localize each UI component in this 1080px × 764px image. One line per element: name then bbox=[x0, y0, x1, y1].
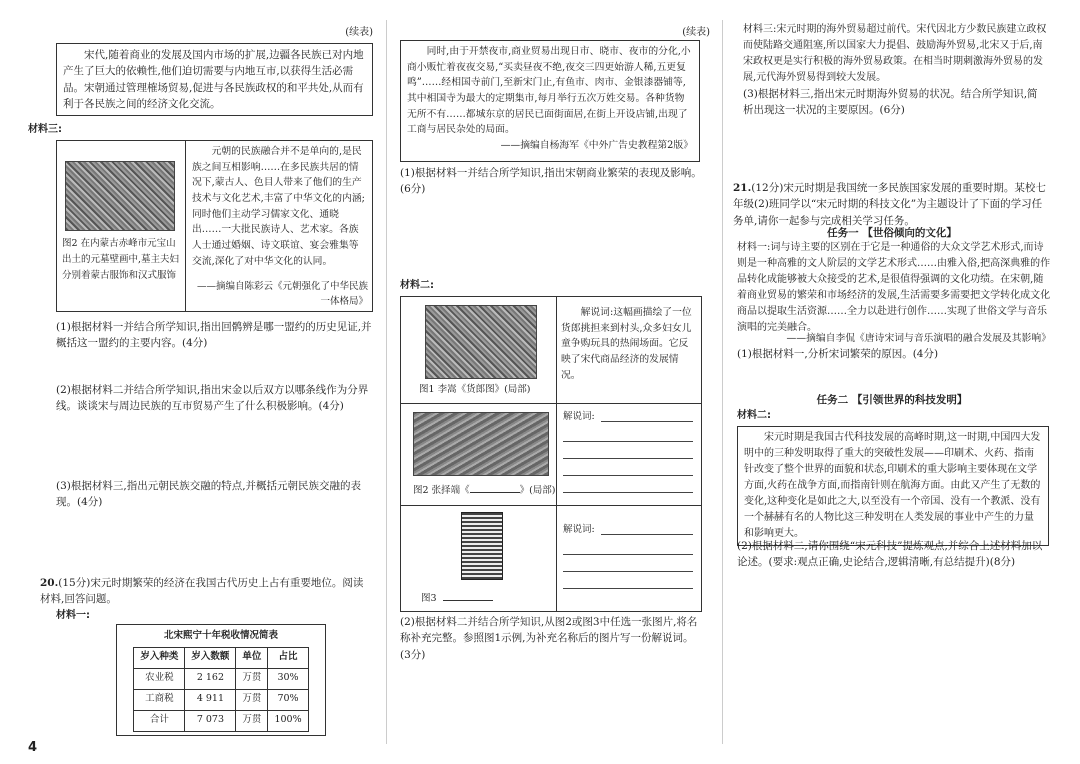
material-source: ——摘编自杨海军《中外广告史教程第2版》 bbox=[500, 140, 693, 152]
material-text: 同时,由于开禁夜市,商业贸易出现日市、晓市、夜市的分化,小商小贩忙着夜夜交易,“买卖昼夜不绝,夜交三四更始游人稀,五更复鸣”……经相国寺前门,至新宋门止,有鱼市、肉市、金银漆器铺等,其中相国寺为最大的定期集市,每月举行五次万姓交易。各种货物无所不有……都城东京的居民已面街面居,在街上开设店铺,出现了工商与居民杂处的局面。 bbox=[407, 46, 691, 136]
figure-3-desc-label: 解说词: bbox=[563, 524, 595, 535]
question-19-3: (3)根据材料三,指出元朝民族交融的特点,并概括元朝民族交融的表现。(4分) bbox=[56, 480, 362, 509]
table-row bbox=[134, 689, 308, 710]
table-header-row bbox=[134, 647, 308, 668]
table-cell: 100% bbox=[268, 710, 308, 731]
table-header: 岁入数额 bbox=[185, 647, 236, 668]
huolang-painting-image bbox=[425, 305, 537, 379]
left-column bbox=[28, 0, 373, 764]
material-3-label: 材料三: bbox=[28, 124, 62, 135]
figure-3-answer-area[interactable] bbox=[563, 523, 693, 589]
figure-2-answer-area[interactable] bbox=[563, 410, 693, 493]
column-divider bbox=[722, 20, 723, 744]
table-cell: 农业税 bbox=[134, 668, 185, 689]
table-cell: 万贯 bbox=[236, 710, 268, 731]
table-cell: 4 911 bbox=[185, 689, 236, 710]
table-row bbox=[134, 710, 308, 731]
question-20-3: (3)根据材料三,指出宋元时期海外贸易的状况。结合所学知识,简析出现这一状况的主要原因。(6分) bbox=[743, 88, 1038, 117]
figure-3-caption: 图3 bbox=[421, 591, 493, 607]
tomb-mural-image bbox=[65, 161, 175, 231]
continued-label: (续表) bbox=[345, 27, 373, 38]
page-number: 4 bbox=[28, 740, 38, 755]
material-1-text: 材料一:词与诗主要的区别在于它是一种通俗的大众文学艺术形式,而诗则是一种高雅的文人阶层的文学艺术形式……由雅入俗,把高深典雅的作品转化成能够被大众接受的艺术,是很值得强调的文化功绩。在宋朝,随着商业贸易的繁荣和市场经济的发展,生活需要多需要把文学转化成文化商品以提取生活资源……全力以赴进行创作……实现了世俗文学与音乐演唱的完美融合。 bbox=[737, 242, 1051, 333]
figure-3-name-blank[interactable] bbox=[443, 591, 493, 601]
material-1-source: ——摘编自李侃《唐诗宋词与音乐演唱的融合发展及其影响》 bbox=[786, 333, 1051, 344]
material-3-box bbox=[56, 140, 373, 312]
task-1-title: 任务一 【世俗倾向的文化】 bbox=[827, 227, 957, 239]
task-2-title: 任务二 【引领世界的科技发明】 bbox=[816, 394, 968, 406]
qingming-painting-image bbox=[413, 412, 549, 476]
column-divider bbox=[386, 20, 387, 744]
question-21-stem bbox=[733, 180, 1051, 229]
figure-caption: 图2 在内蒙古赤峰市元宝山出土的元墓壁画中,墓主夫妇分别着蒙古服饰和汉式服饰 bbox=[62, 238, 180, 282]
table-header: 单位 bbox=[236, 647, 268, 668]
table-cell: 30% bbox=[268, 668, 308, 689]
material-box: 宋代,随着商业的发展及国内市场的扩展,边疆各民族已对内地产生了巨大的依赖性,他们迫切需要与内地互市,以获得生活必需品。宋朝通过管理榷场贸易,促进与各民族政权的和平共处,从而有利于各民族之间的经济文化交流。 bbox=[56, 43, 373, 116]
table-cell: 70% bbox=[268, 689, 308, 710]
material-box bbox=[400, 40, 700, 162]
material-2-label: 材料二: bbox=[737, 410, 771, 421]
question-20-text: (15分)宋元时期繁荣的经济在我国古代历史上占有重要地位。阅读材料,回答问题。 bbox=[40, 577, 364, 606]
table-cell: 合计 bbox=[134, 710, 185, 731]
table-cell: 万贯 bbox=[236, 668, 268, 689]
figure-2-desc-label: 解说词: bbox=[563, 411, 595, 422]
question-20-stem bbox=[40, 575, 373, 608]
question-21-2: (2)根据材料二,请你围绕“宋元科技”提炼观点,并综合上述材料加以论述。(要求:观点正确,史论结合,逻辑清晰,有总结提升)(8分) bbox=[737, 540, 1043, 569]
figure-2-caption: 图2 张择端《 》(局部) bbox=[413, 485, 556, 496]
continued-label: (续表) bbox=[682, 27, 710, 38]
question-21-1: (1)根据材料一,分析宋词繁荣的原因。(4分) bbox=[737, 348, 939, 360]
material-3-text: 元朝的民族融合并不是单向的,是民族之间互相影响……在多民族共居的情况下,蒙古人、色目人带来了他们的生产技术与文化艺术,丰富了中华文化的内涵;同时他们主动学习儒家文化、通晓出……一大批民族诗人、艺术家。各族人士通过婚姻、诗文联谊、宴会雅集等交流,深化了对中华文化的认同。 bbox=[192, 146, 365, 267]
question-21-text: (12分)宋元时期是我国统一多民族国家发展的重要时期。某校七年级(2)班同学以“宋元时期的科技文化”为主题设计了下面的学习任务单,请你一起参与完成相关学习任务。 bbox=[733, 182, 1046, 227]
box-divider bbox=[185, 141, 186, 311]
question-20-2: (2)根据材料二并结合所学知识,从图2或图3中任选一张图片,将名称补充完整。参照图1示例,为补充名称后的图片写一份解说词。(3分) bbox=[400, 616, 698, 661]
middle-column bbox=[398, 0, 710, 764]
figure-1-caption: 图1 李嵩《货郎图》(局部) bbox=[419, 384, 531, 395]
tax-table bbox=[133, 647, 308, 732]
question-19-1: (1)根据材料一并结合所学知识,指出回鹘辨是哪一盟约的历史见证,并概括这一盟约的主要内容。(4分) bbox=[56, 321, 372, 350]
jiaozi-image bbox=[461, 512, 503, 580]
question-20-1: (1)根据材料一并结合所学知识,指出宋朝商业繁荣的表现及影响。(6分) bbox=[400, 167, 702, 196]
table-cell: 万贯 bbox=[236, 689, 268, 710]
table-row bbox=[134, 668, 308, 689]
material-2-box: 宋元时期是我国古代科技发展的高峰时期,这一时期,中国四大发明中的三种发明取得了重大的突破性发展——印刷术、火药、指南针改变了整个世界的面貌和状态,印刷术的重大影响主要体现在文学方面,火药在战争方面,而指南针则在航海方面。由此又产生了无数的变化,这种变化是如此之大,以至没有一个帝国、没有一个教派、没有一个赫赫有名的人物比这三种发明在人类发展的事业中产生的力量和影响更大。 bbox=[737, 426, 1049, 546]
tax-table-box bbox=[116, 624, 326, 736]
table-title: 北宋熙宁十年税收情况简表 bbox=[163, 630, 278, 641]
right-column bbox=[733, 0, 1055, 764]
figure-1-description: 解说词:这幅画描绘了一位货郎挑担来到村头,众多妇女儿童争购玩具的热闹场面。它反映了宋代商品经济的发展情况。 bbox=[561, 307, 692, 381]
figure-2-name-blank[interactable] bbox=[470, 483, 520, 493]
table-cell: 7 073 bbox=[185, 710, 236, 731]
table-cell: 工商税 bbox=[134, 689, 185, 710]
question-20-number: 20. bbox=[40, 577, 59, 589]
question-21-number: 21. bbox=[733, 182, 752, 194]
material-3-source: ——摘编自陈彩云《元朝强化了中华民族一体格局》 bbox=[196, 281, 368, 307]
table-cell: 2 162 bbox=[185, 668, 236, 689]
material-3-text: 材料三:宋元时期的海外贸易超过前代。宋代因北方少数民族建立政权而使陆路交通阻塞,所以国家大力提倡、鼓励海外贸易,北宋又于后,南宋政权更是实行积极的海外贸易政策。在相当时期刺激海外贸易的发展,元代海外贸易得到较大发展。 bbox=[743, 24, 1047, 83]
material-2-grid bbox=[400, 296, 702, 612]
material-2-label: 材料二: bbox=[400, 280, 434, 291]
table-header: 占比 bbox=[268, 647, 308, 668]
table-header: 岁入种类 bbox=[134, 647, 185, 668]
question-19-2: (2)根据材料二并结合所学知识,指出宋金以后双方以哪条线作为分界线。谈谈宋与周边民族的互市贸易产生了什么积极影响。(4分) bbox=[56, 384, 369, 413]
material-1-label: 材料一: bbox=[56, 610, 90, 621]
